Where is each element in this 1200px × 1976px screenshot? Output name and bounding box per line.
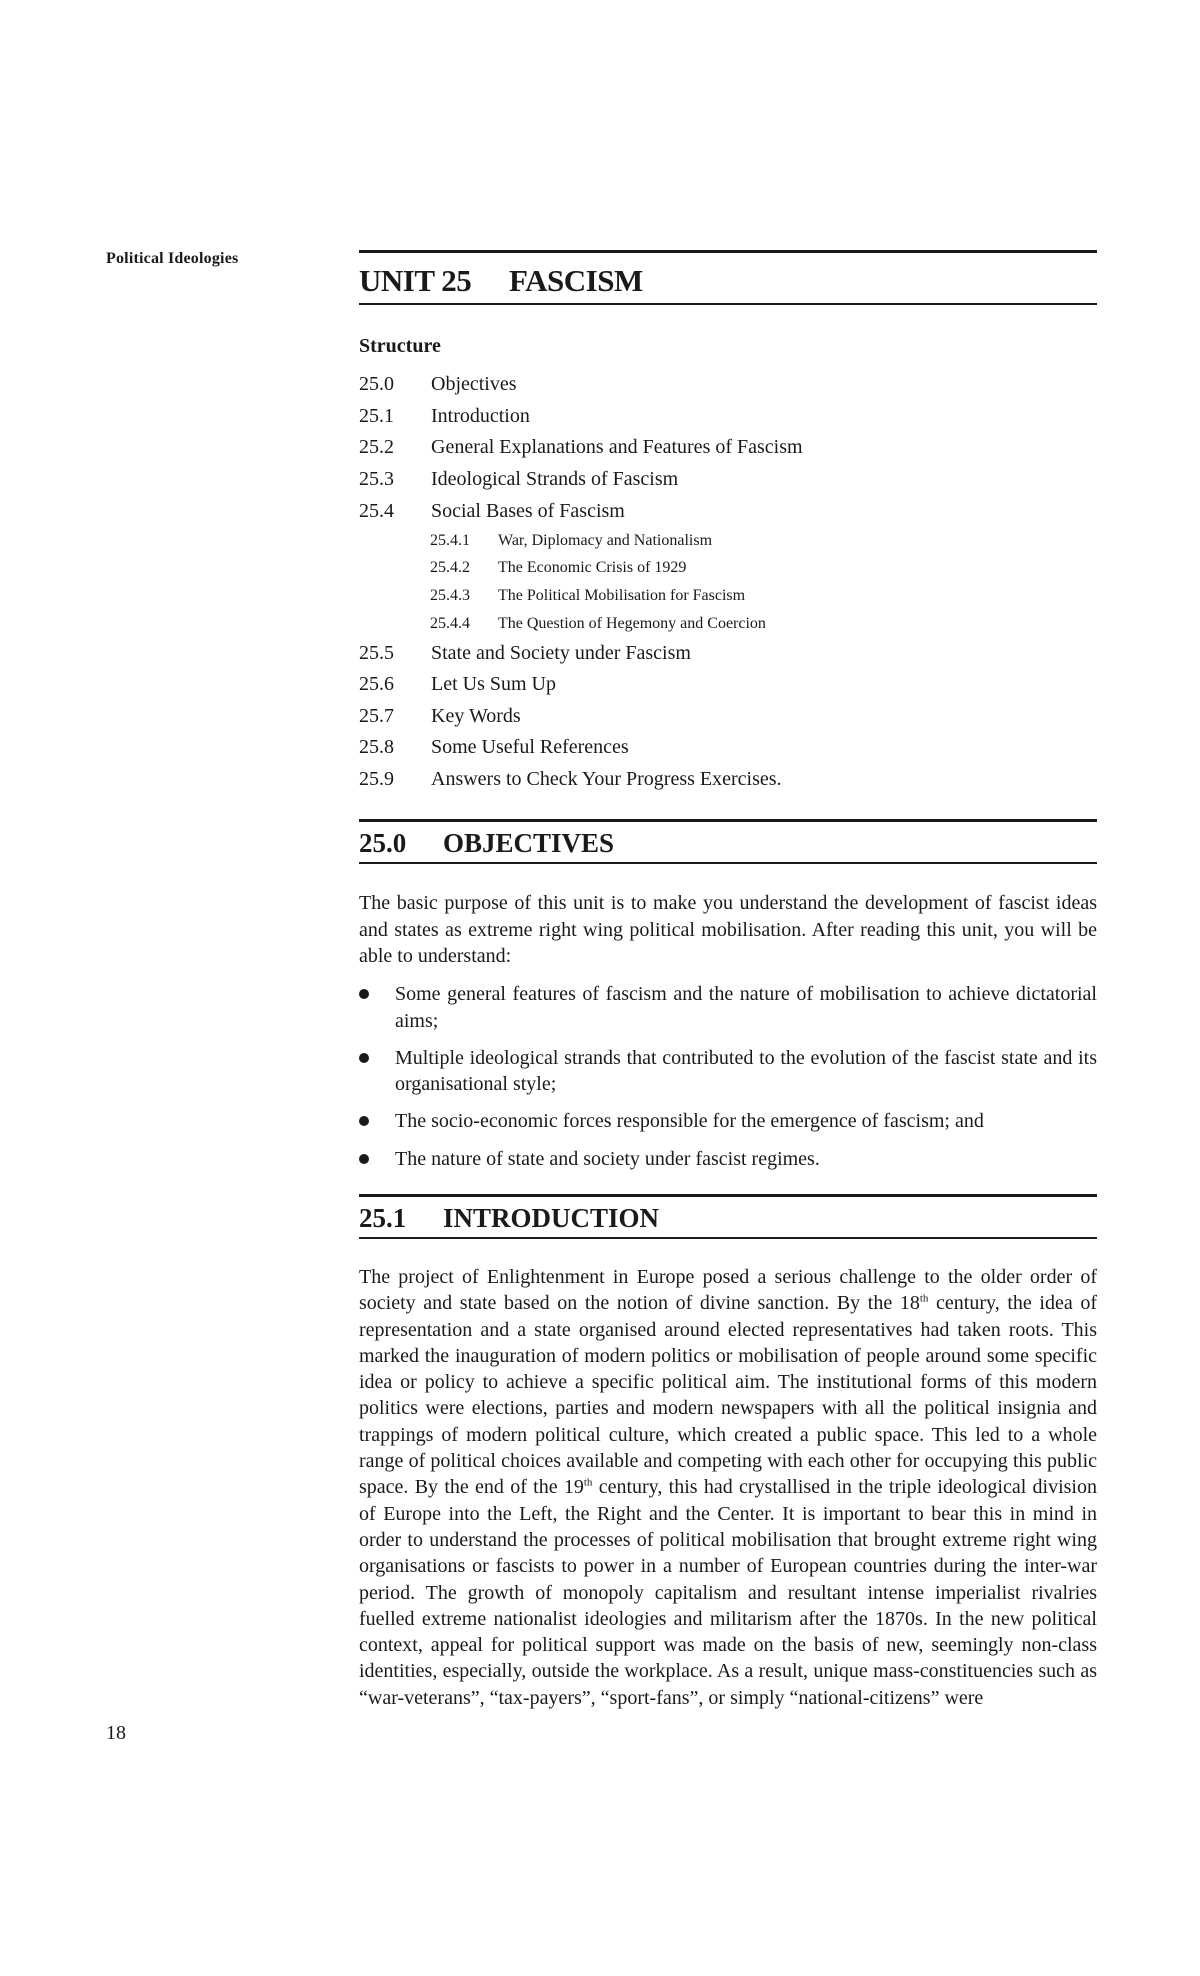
toc-item-label: Social Bases of Fascism	[431, 499, 625, 522]
toc-subitem	[359, 582, 1097, 610]
unit-name: FASCISM	[509, 263, 643, 298]
toc-item-number: 25.0	[359, 373, 394, 396]
toc-item	[359, 401, 1097, 433]
table-of-contents	[359, 369, 1097, 795]
bullet-icon	[359, 1116, 369, 1126]
toc-subitem-number: 25.4.1	[430, 531, 470, 549]
bullet-icon	[359, 989, 369, 999]
page-number: 18	[106, 1722, 126, 1744]
list-item-text: The socio-economic forces responsible for the emergence of fascism; and	[395, 1110, 984, 1133]
toc-item-label: General Explanations and Features of Fascism	[431, 436, 803, 459]
toc-subitem	[359, 555, 1097, 583]
toc-item-number: 25.4	[359, 499, 394, 522]
toc-item-number: 25.6	[359, 673, 394, 696]
section-number: 25.1	[359, 1202, 407, 1233]
section-title: INTRODUCTION	[443, 1202, 660, 1233]
superscript: th	[919, 1292, 929, 1305]
toc-item-label: Some Useful References	[431, 736, 629, 759]
objectives-list	[359, 981, 1097, 1172]
toc-item-label: Objectives	[431, 373, 517, 396]
toc-subitem-label: The Economic Crisis of 1929	[498, 559, 687, 577]
running-head: Political Ideologies	[106, 250, 239, 267]
toc-item	[359, 732, 1097, 764]
toc-item-label: Ideological Strands of Fascism	[431, 468, 679, 491]
toc-item-number: 25.3	[359, 468, 394, 491]
list-item	[359, 1108, 1097, 1134]
introduction-paragraph	[359, 1264, 1097, 1711]
bullet-icon	[359, 1053, 369, 1063]
list-item	[359, 1045, 1097, 1098]
toc-item	[359, 637, 1097, 669]
toc-item	[359, 764, 1097, 796]
toc-item-number: 25.9	[359, 768, 394, 791]
toc-item-number: 25.8	[359, 736, 394, 759]
toc-item-label: Introduction	[431, 404, 530, 427]
section-heading-introduction	[359, 1194, 1097, 1239]
bullet-icon	[359, 1154, 369, 1164]
toc-subitem-label: War, Diplomacy and Nationalism	[498, 531, 713, 549]
toc-item	[359, 495, 1097, 527]
list-item	[359, 981, 1097, 1034]
toc-subitem-number: 25.4.4	[430, 614, 470, 632]
section-number: 25.0	[359, 828, 407, 859]
section-title: OBJECTIVES	[443, 828, 615, 859]
paragraph-text: The project of Enlightenment in Europe posed a serious challenge to the older order of society and state based on the notion of divine sanction. By the 18	[359, 1265, 1097, 1315]
toc-item-number: 25.5	[359, 641, 394, 664]
toc-item-label: Let Us Sum Up	[431, 673, 556, 696]
toc-subitem	[359, 527, 1097, 555]
toc-subitem-label: The Political Mobilisation for Fascism	[498, 586, 746, 604]
paragraph-text: century, this had crystallised in the triple ideological division of Europe into the Left, the Right and the Center. It is important to bear this in mind in order to understand the processes of political mobilisation that brought extreme right wing organisations or fascists to power in a number of European countries during the inter-war period. The growth of monopoly capitalism and resultant intense imperialist rivalries fuelled extreme nationalist ideologies and militarism after the 1870s. In the new political context, appeal for political support was made on the basis of new, seemingly non-class identities, especially, outside the workplace. As a result, unique mass-constituencies such as “war-veterans”, “tax-payers”, “sport-fans”, or simply “national-citizens” were	[359, 1476, 1097, 1709]
toc-item	[359, 669, 1097, 701]
list-item-text: The nature of state and society under fascist regimes.	[395, 1147, 820, 1170]
toc-subitem-number: 25.4.3	[430, 586, 470, 604]
section-heading-objectives	[359, 819, 1097, 864]
toc-item-label: Answers to Check Your Progress Exercises.	[431, 768, 782, 791]
toc-item	[359, 369, 1097, 401]
toc-item-number: 25.7	[359, 704, 394, 727]
objectives-intro: The basic purpose of this unit is to make you understand the development of fascist ideas and states as extreme right wing political mobilisation. After reading this unit, you will be able to understand:	[359, 892, 1097, 967]
list-item	[359, 1146, 1097, 1172]
unit-title	[359, 250, 1097, 305]
toc-item-number: 25.2	[359, 436, 394, 459]
toc-item-label: State and Society under Fascism	[431, 641, 691, 664]
unit-label: UNIT 25	[359, 263, 472, 298]
paragraph-text: century, the idea of representation and a state organised around elected representatives had taken roots. This marked the inauguration of modern politics or mobilisation of people around some specific idea or policy to achieve a specific political aim. The institutional forms of this modern politics were elections, parties and modern newspapers with all the political insignia and trappings of modern political culture, which created a public space. This led to a whole range of political choices available and competing with each other for occupying this public space. By the end of the 19	[359, 1292, 1098, 1499]
toc-subitem-label: The Question of Hegemony and Coercion	[498, 614, 766, 632]
toc-subitem-number: 25.4.2	[430, 559, 470, 577]
toc-subitem	[359, 610, 1097, 638]
toc-item-label: Key Words	[431, 704, 521, 727]
main-content	[359, 250, 1097, 1711]
list-item-text: Some general features of fascism and the nature of mobilisation to achieve dictatorial aims;	[395, 983, 1097, 1032]
toc-item	[359, 464, 1097, 496]
toc-item	[359, 701, 1097, 733]
toc-item	[359, 432, 1097, 464]
toc-item-number: 25.1	[359, 404, 394, 427]
superscript: th	[583, 1476, 593, 1489]
structure-heading: Structure	[359, 335, 441, 357]
list-item-text: Multiple ideological strands that contributed to the evolution of the fascist state and its organisational style;	[395, 1046, 1097, 1096]
